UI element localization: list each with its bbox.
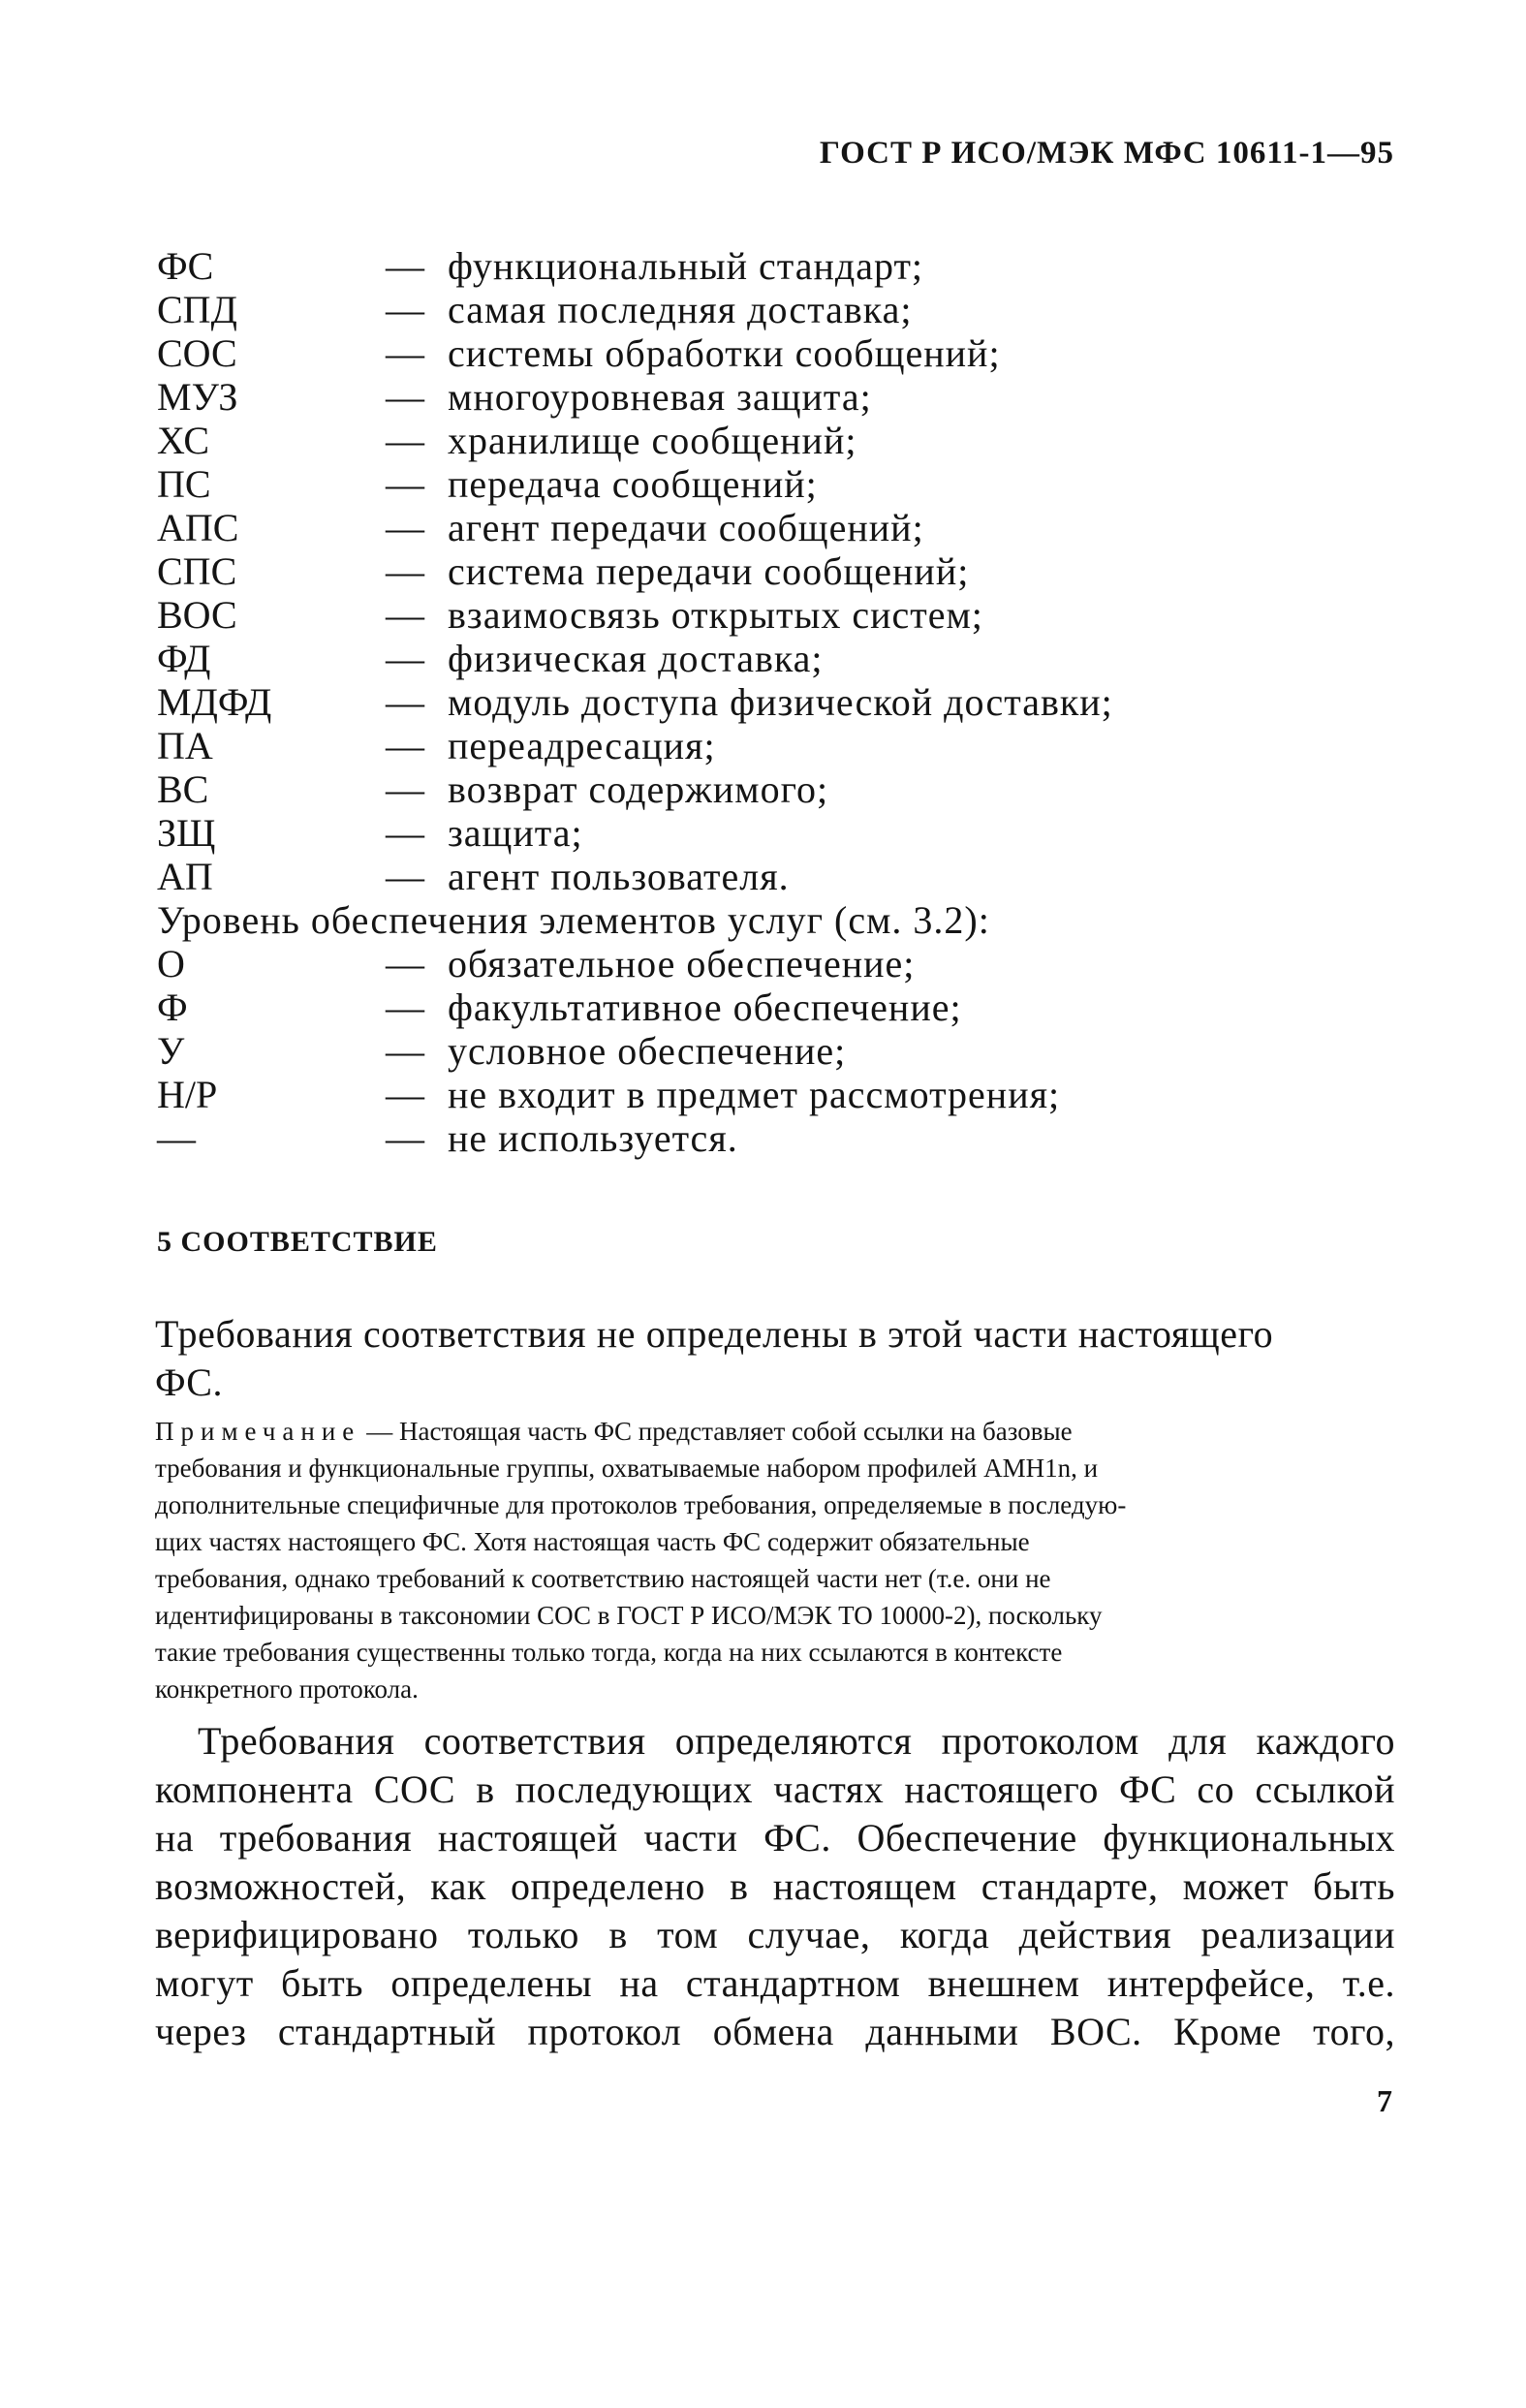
abbreviation-list — [157, 244, 1417, 1160]
abbreviation-dash: — — [386, 767, 424, 811]
abbreviation-term: АПС — [157, 506, 239, 549]
abbreviation-term: ПА — [157, 724, 213, 767]
abbreviation-term: СОС — [157, 331, 237, 375]
abbreviation-row — [157, 549, 1417, 593]
abbreviation-definition: система передачи сообщений; — [448, 549, 970, 593]
abbreviation-dash: — — [386, 637, 424, 680]
support-level-term: О — [157, 942, 185, 985]
note-line — [155, 1413, 1395, 1450]
support-level-definition: не входит в предмет рассмотрения; — [448, 1073, 1061, 1116]
abbreviation-definition: агент передачи сообщений; — [448, 506, 924, 549]
support-level-definition: факультативное обеспечение; — [448, 985, 962, 1029]
abbreviation-definition: передача сообщений; — [448, 462, 818, 506]
abbreviation-term: ФД — [157, 637, 211, 680]
abbreviation-definition: многоуровневая защита; — [448, 375, 872, 419]
abbreviation-definition: переадресация; — [448, 724, 716, 767]
abbreviation-definition: защита; — [448, 811, 583, 855]
support-level-row — [157, 1116, 1417, 1160]
abbreviation-dash: — — [386, 462, 424, 506]
abbreviation-row — [157, 375, 1417, 419]
note-line: требования и функциональные группы, охватываемые набором профилей АМН1n, и — [155, 1454, 1099, 1483]
abbreviation-dash: — — [386, 244, 424, 288]
note-line: щих частях настоящего ФС. Хотя настоящая часть ФС содержит обязательные — [155, 1527, 1030, 1556]
note-text: — Настоящая часть ФС представляет собой ссылки на базовые — [366, 1417, 1073, 1446]
abbreviation-term: ХС — [157, 419, 210, 462]
note-line: дополнительные специфичные для протоколов требования, определяемые в последую- — [155, 1490, 1127, 1519]
abbreviation-row — [157, 244, 1417, 288]
abbreviation-dash: — — [386, 724, 424, 767]
paragraph-line: верифицировано только в том случае, когда действия реализации — [155, 1913, 1395, 1956]
support-level-row — [157, 1073, 1417, 1116]
abbreviation-definition: хранилище сообщений; — [448, 419, 857, 462]
abbreviation-row — [157, 419, 1417, 462]
support-level-definition: условное обеспечение; — [448, 1029, 847, 1073]
support-level-term: Ф — [157, 985, 188, 1029]
paragraph-line: ФС. — [155, 1360, 224, 1404]
support-level-term: У — [157, 1029, 185, 1073]
abbreviation-dash: — — [386, 680, 424, 724]
abbreviation-row — [157, 288, 1417, 331]
abbreviation-term: ПС — [157, 462, 211, 506]
note-label: Примечание — [155, 1417, 361, 1446]
abbreviation-dash: — — [386, 855, 424, 898]
page-number: 7 — [1377, 2083, 1392, 2118]
abbreviation-definition: функциональный стандарт; — [448, 244, 924, 288]
abbreviation-term: МУЗ — [157, 375, 238, 419]
abbreviation-dash: — — [386, 593, 424, 637]
abbreviation-definition: самая последняя доставка; — [448, 288, 913, 331]
abbreviation-row — [157, 680, 1417, 724]
running-header: ГОСТ Р ИСО/МЭК МФС 10611-1—95 — [819, 136, 1394, 171]
support-level-term: — — [157, 1116, 196, 1160]
note-line: такие требования существенны только тогда, когда на них ссылаются в контексте — [155, 1638, 1063, 1667]
conformance-paragraph — [155, 1310, 1395, 1407]
abbreviation-dash: — — [386, 375, 424, 419]
abbreviation-definition: взаимосвязь открытых систем; — [448, 593, 983, 637]
note-line: конкретного протокола. — [155, 1674, 419, 1704]
abbreviation-row — [157, 724, 1417, 767]
paragraph-line: могут быть определены на стандартном внешнем интерфейсе, т.е. — [155, 1961, 1395, 2005]
abbreviation-row — [157, 506, 1417, 549]
support-level-dash: — — [386, 1029, 424, 1073]
abbreviation-row — [157, 331, 1417, 375]
abbreviation-term: ВОС — [157, 593, 237, 637]
paragraph-line: Требования соответствия определяются протоколом для каждого — [198, 1719, 1395, 1763]
abbreviation-term: ЗЩ — [157, 811, 216, 855]
paragraph-line: Требования соответствия не определены в этой части настоящего — [155, 1312, 1274, 1356]
abbreviation-definition: системы обработки сообщений; — [448, 331, 1001, 375]
abbreviation-term: СПС — [157, 549, 237, 593]
abbreviation-dash: — — [386, 811, 424, 855]
paragraph-line: на требования настоящей части ФС. Обеспечение функциональных — [155, 1816, 1395, 1860]
abbreviation-row — [157, 637, 1417, 680]
note-block — [155, 1413, 1395, 1707]
abbreviation-term: СПД — [157, 288, 237, 331]
abbreviation-term: АП — [157, 855, 213, 898]
abbreviation-dash: — — [386, 331, 424, 375]
note-line: требования, однако требований к соответствию настоящей части нет (т.е. они не — [155, 1564, 1051, 1593]
support-level-row — [157, 942, 1417, 985]
support-level-row — [157, 985, 1417, 1029]
support-levels-heading-text: Уровень обеспечения элементов услуг (см. 3.2): — [157, 898, 990, 942]
abbreviation-dash: — — [386, 549, 424, 593]
paragraph-line: через стандартный протокол обмена данными ВОС. Кроме того, — [155, 2010, 1395, 2053]
support-level-dash: — — [386, 942, 424, 985]
abbreviation-term: МДФД — [157, 680, 272, 724]
abbreviation-term: ФС — [157, 244, 214, 288]
abbreviation-row — [157, 855, 1417, 898]
abbreviation-row — [157, 462, 1417, 506]
abbreviation-definition: модуль доступа физической доставки; — [448, 680, 1113, 724]
support-level-definition: не используется. — [448, 1116, 738, 1160]
abbreviation-definition: физическая доставка; — [448, 637, 824, 680]
support-level-dash: — — [386, 985, 424, 1029]
support-level-definition: обязательное обеспечение; — [448, 942, 916, 985]
support-level-dash: — — [386, 1116, 424, 1160]
abbreviation-row — [157, 811, 1417, 855]
note-line: идентифицированы в таксономии СОС в ГОСТ Р ИСО/МЭК ТО 10000-2), поскольку — [155, 1601, 1103, 1630]
abbreviation-term: ВС — [157, 767, 209, 811]
abbreviation-row — [157, 767, 1417, 811]
abbreviation-dash: — — [386, 506, 424, 549]
abbreviation-definition: возврат содержимого; — [448, 767, 829, 811]
paragraph-line: компонента СОС в последующих частях настоящего ФС со ссылкой — [155, 1767, 1395, 1811]
abbreviation-dash: — — [386, 288, 424, 331]
abbreviation-row — [157, 593, 1417, 637]
conformance-paragraph-detail — [155, 1717, 1395, 2056]
support-level-row — [157, 1029, 1417, 1073]
support-level-dash: — — [386, 1073, 424, 1116]
paragraph-line: возможностей, как определено в настоящем стандарте, может быть — [155, 1864, 1395, 1908]
support-level-term: Н/Р — [157, 1073, 218, 1116]
abbreviation-definition: агент пользователя. — [448, 855, 790, 898]
section-heading: 5 СООТВЕТСТВИЕ — [157, 1226, 438, 1258]
support-levels-heading — [157, 898, 1417, 942]
abbreviation-dash: — — [386, 419, 424, 462]
